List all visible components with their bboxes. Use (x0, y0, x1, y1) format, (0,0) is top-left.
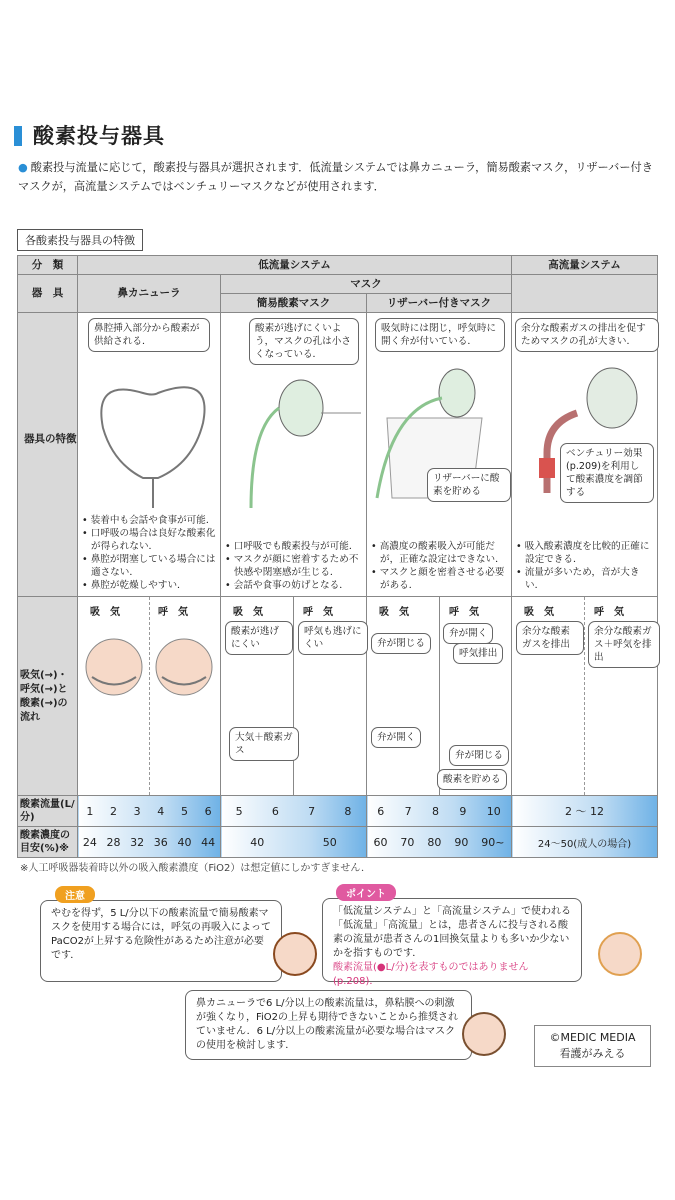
venturi-concentration: 24～50(成人の場合) (512, 827, 658, 858)
simple-inhale-label: 吸 気 (233, 607, 263, 618)
nasal-concentration: 24 28 32 36 40 44 (78, 827, 221, 858)
reservoir-bullets: • 高濃度の酸素吸入が可能だが，正確な設定はできない． • マスクと顔を密着させる必要がある． (371, 541, 505, 591)
row-concentration-label: 酸素濃度の目安(%)※ (18, 827, 78, 858)
nasal-inhale-label: 吸 気 (90, 607, 120, 618)
venturi-features (512, 313, 658, 597)
simple-inhale-bubble: 酸素が逃げにくい (225, 621, 293, 655)
table-title: 各酸素投与器具の特徴 (17, 229, 143, 251)
header-low-flow: 低流量システム (78, 256, 512, 275)
caution-box: やむを得ず，5 L/分以下の酸素流量で簡易酸素マスクを使用する場合には，呼気の再吸入によってPaCO2が上昇する危険性があるため注意が必要です． (40, 900, 282, 982)
header-mask: マスク (221, 275, 512, 294)
nasal-flow (78, 597, 221, 796)
header-simple: 簡易酸素マスク (221, 294, 367, 313)
reservoir-valve-close-2-bubble: 弁が閉じる (449, 745, 509, 766)
point-link-text: 酸素流量(●L/分)を表すものではありません(p.208)． (333, 962, 529, 987)
venturi-inhale-bubble: 余分な酸素ガスを排出 (516, 621, 584, 655)
row-flowrate-label: 酸素流量(L/分) (18, 796, 78, 827)
simple-flow (221, 597, 367, 796)
venturi-divider (584, 597, 586, 795)
footnote: ※人工呼吸器装着時以外の吸入酸素濃度（FiO2）は想定値にしかすぎません． (20, 863, 372, 874)
venturi-bullets: • 吸入酸素濃度を比較的正確に設定できる． • 流量が多いため，音が大きい． (516, 541, 650, 591)
reservoir-valve-open-2-bubble: 弁が開く (371, 727, 421, 748)
reservoir-concentration: 60 70 80 90 90~ (367, 827, 512, 858)
nurse-avatar-2 (598, 932, 642, 976)
reservoir-features (367, 313, 512, 597)
simple-bubble: 酸素が逃げにくいよう，マスクの孔は小さくなっている． (249, 318, 359, 365)
point-box: 「低流量システム」と「高流量システム」で使われる「低流量」「高流量」とは，患者さんに投与される酸素の流量が患者さんの1回換気量よりも多いか少ないかを指すものです． 酸素流量(●L/分)を表すものではありません(p.208)． (322, 898, 582, 982)
intro-body: 酸素投与流量に応じて，酸素投与器具が選択されます．低流量システムでは鼻カニューラ，簡易酸素マスク，リザーバー付きマスクが，高流量システムではベンチュリーマスクなどが使用されます． (18, 161, 653, 193)
reservoir-exhale-label: 呼 気 (449, 607, 479, 618)
simple-mask-illustration (231, 368, 366, 508)
caution-badge: 注意 (55, 886, 95, 903)
nasal-bullets: • 装着中も会話や食事が可能． • 口呼吸の場合は良好な酸素化が得られない． • 鼻腔が閉塞している場合には適さない． • 鼻腔が乾燥しやすい． (82, 515, 216, 591)
device-table (17, 255, 658, 858)
nasal-features (78, 313, 221, 597)
venturi-exhale-bubble: 余分な酸素ガス＋呼気を排出 (588, 621, 660, 668)
reservoir-store-bubble: 酸素を貯める (437, 769, 507, 790)
simple-air-bubble: 大気＋酸素ガス (229, 727, 299, 761)
simple-divider (293, 597, 295, 795)
header-venturi-top (512, 275, 658, 313)
simple-features (221, 313, 367, 597)
nasal-flow-illustration (82, 632, 217, 722)
bullet-dot-icon: ● (18, 161, 28, 174)
row-features-label: 器具の特徴 (18, 313, 78, 597)
intro-text (18, 158, 663, 196)
simple-bullets: • 口呼吸でも酸素投与が可能． • マスクが顔に密着するため不快感や閉塞感が生じる． • 会話や食事の妨げとなる． (225, 541, 359, 591)
bottom-box: 鼻カニューラで6 L/分以上の酸素流量は，鼻粘膜への刺激が強くなり，FiO2の上昇も期待できないことから推奨されていません．6 L/分以上の酸素流量が必要な場合はマスクの使用を検討します． (185, 990, 472, 1060)
header-classification: 分 類 (18, 256, 78, 275)
reservoir-flowrate: 6 7 8 9 10 (367, 796, 512, 827)
nasal-cannula-illustration (83, 368, 218, 508)
reservoir-valve-open-bubble: 弁が開く (443, 623, 493, 644)
simple-exhale-bubble: 呼気も逃げにくい (298, 621, 368, 655)
credit-line-1: ©MEDIC MEDIA (549, 1031, 636, 1044)
point-badge: ポイント (336, 884, 396, 901)
credit-box (534, 1025, 651, 1067)
header-high-flow: 高流量システム (512, 256, 658, 275)
header-device: 器 具 (18, 275, 78, 313)
credit-line-2: 看護がみえる (559, 1047, 626, 1060)
header-nasal: 鼻カニューラ (78, 275, 221, 313)
nasal-bubble: 鼻腔挿入部分から酸素が供給される． (88, 318, 210, 352)
venturi-bubble: 余分な酸素ガスの排出を促すためマスクの孔が大きい． (515, 318, 659, 352)
reservoir-valve-close-bubble: 弁が閉じる (371, 633, 431, 654)
reservoir-inhale-label: 吸 気 (379, 607, 409, 618)
nurse-avatar-1 (273, 932, 317, 976)
reservoir-bubble: 吸気時には閉じ，呼気時に開く弁が付いている． (375, 318, 505, 352)
doctor-avatar (462, 1012, 506, 1056)
page-title: 酸素投与器具 (33, 124, 165, 148)
reservoir-flow (367, 597, 512, 796)
simple-flowrate: 5 6 7 8 (221, 796, 367, 827)
simple-concentration: 40 50 (221, 827, 367, 858)
venturi-bubble-2: ベンチュリー効果(p.209)を利用して酸素濃度を調節する (560, 443, 654, 503)
reservoir-divider (439, 597, 441, 795)
reservoir-exhaust-bubble: 呼気排出 (453, 643, 503, 664)
title-accent-bar (14, 126, 22, 146)
venturi-flow (512, 597, 658, 796)
header-reservoir: リザーバー付きマスク (367, 294, 512, 313)
nasal-flowrate: 1 2 3 4 5 6 (78, 796, 221, 827)
simple-exhale-label: 呼 気 (303, 607, 333, 618)
row-flow-label: 吸気(→)・呼気(→)と酸素(→)の流れ (18, 597, 78, 796)
venturi-flowrate: 2 ～ 12 (512, 796, 658, 827)
venturi-inhale-label: 吸 気 (524, 607, 554, 618)
venturi-exhale-label: 呼 気 (594, 607, 624, 618)
reservoir-bubble-2: リザーバーに酸素を貯める (427, 468, 511, 502)
nasal-exhale-label: 呼 気 (158, 607, 188, 618)
